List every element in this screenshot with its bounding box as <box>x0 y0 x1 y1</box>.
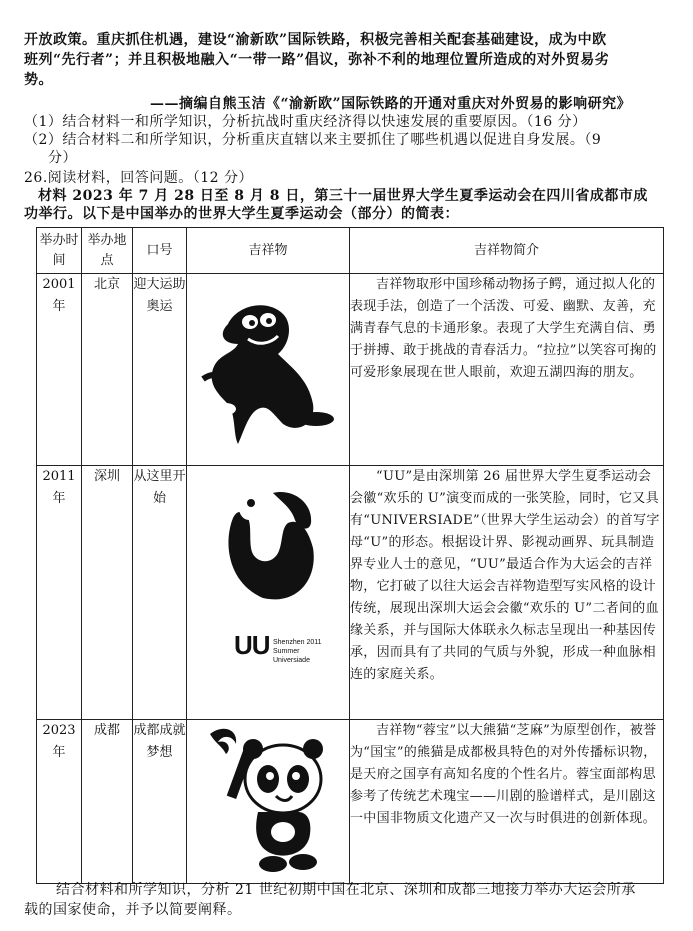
row-city: 成都 <box>82 720 133 884</box>
universiade-table <box>36 227 664 884</box>
question-26-line-1: 结合材料和所学知识，分析 21 世纪初期中国在北京、深圳和成都三地接力举办大运会所承 <box>56 882 636 898</box>
header-place: 举办地点 <box>82 228 133 274</box>
header-time: 举办时间 <box>37 228 82 274</box>
header-mascot: 吉祥物 <box>187 228 350 274</box>
question-26-line-2: 载的国家使命，并予以简要阐释。 <box>24 902 242 918</box>
mascot-uu-cell <box>187 466 350 720</box>
question-25-2: （2）结合材料二和所学知识，分析重庆直辖以来主要抓住了哪些机遇以促进自身发展。（9 <box>24 132 602 148</box>
table-row <box>37 720 664 884</box>
question-25-1: （1）结合材料一和所学知识，分析抗战时重庆经济得以快速发展的重要原因。（16 分） <box>24 114 587 130</box>
question-26-header: 26.阅读材料，回答问题。（12 分） <box>24 170 254 186</box>
material-line-1: 材料 2023 年 7 月 28 日至 8 月 8 日，第三十一届世界大学生夏季运动会在四川省成都市成 <box>38 188 648 204</box>
row-intro: “UU”是由深圳第 26 届世界大学生夏季运动会会徽“欢乐的 U”演变而成的一张笑脸，同时，它又具有“UNIVERSIADE”（世界大学生运动会）的首写字母“U”的形态。根据设计界、影视动画界、玩具制造界专业人士的意见，“UU”最适合作为大运会的吉祥物，它打破了以往大运会吉祥物造型写实风格的设计传统，展现出深圳大运会会徽“欢乐的 U”二者间的血缘关系，并与国际大体联永久标志呈现出一种基因传承，因而具有了共同的气质与外貌，形成一种血脉相连的家庭关系。 <box>350 466 664 720</box>
row-year: 2011年 <box>37 466 82 720</box>
table-row <box>37 466 664 720</box>
passage-line-2: 班列“先行者”；并且积极地融入“一带一路”倡议，弥补不利的地理位置所造成的对外贸易劣 <box>24 52 610 68</box>
uu-logo-caption: Shenzhen 2011 Summer Universiade <box>273 639 322 664</box>
uu-logo-text: UU <box>234 630 270 660</box>
row-city: 深圳 <box>82 466 133 720</box>
row-slogan: 迎大运助奥运 <box>133 274 187 466</box>
material-line-2: 功举行。以下是中国举办的世界大学生夏季运动会（部分）的简表： <box>24 206 459 222</box>
mascot-lala-cell <box>187 274 350 466</box>
row-intro: 吉祥物“蓉宝”以大熊猫“芝麻”为原型创作，被誉为“国宝”的熊猫是成都极具特色的对外传播标识物，是天府之国享有高知名度的个性名片。蓉宝面部构思参考了传统艺术瑰宝——川剧的脸谱样式，是川剧这一中国非物质文化遗产又一次与时俱进的创新体现。 <box>350 720 664 884</box>
mascot-rongbao-cell <box>187 720 350 884</box>
header-intro: 吉祥物简介 <box>350 228 664 274</box>
passage-source: ——摘编自熊玉洁《“渝新欧”国际铁路的开通对重庆对外贸易的影响研究》 <box>150 96 632 112</box>
mascot-uu-image <box>187 466 349 716</box>
passage-line-3: 势。 <box>24 72 53 88</box>
header-slogan: 口号 <box>133 228 187 274</box>
mascot-rongbao-image <box>187 720 349 882</box>
row-year: 2023年 <box>37 720 82 884</box>
row-intro: 吉祥物取形中国珍稀动物扬子鳄，通过拟人化的表现手法，创造了一个活泼、可爱、幽默、友善，充满青春气息的卡通形象。表现了大学生充满自信、勇于拼搏、敢于挑战的青春活力。“拉拉”以笑容可掬的可爱形象展现在世人眼前，欢迎五湖四海的朋友。 <box>350 274 664 466</box>
row-year: 2001年 <box>37 274 82 466</box>
table-row <box>37 274 664 466</box>
row-slogan: 成都成就梦想 <box>133 720 187 884</box>
mascot-lala-image <box>187 274 349 464</box>
row-city: 北京 <box>82 274 133 466</box>
question-25-2-cont: 分） <box>48 150 77 166</box>
row-slogan: 从这里开始 <box>133 466 187 720</box>
passage-line-1: 开放政策。重庆抓住机遇，建设“渝新欧”国际铁路，积极完善相关配套基础建设，成为中欧 <box>24 32 607 48</box>
